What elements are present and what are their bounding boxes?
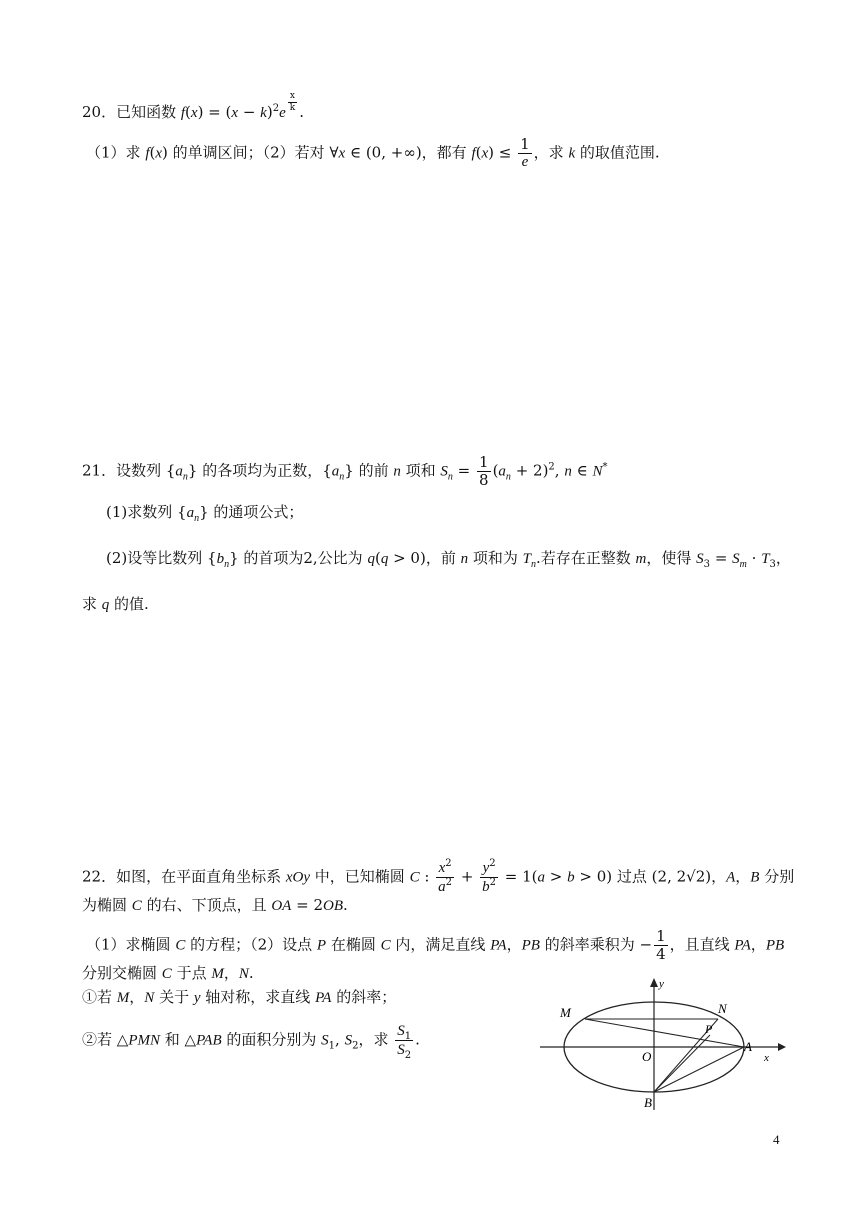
- page-number: 4: [773, 1132, 780, 1147]
- q22-sub2: ②若 △PMN 和 △PAB 的面积分别为 $S_1$, $S_2$，求 $\frac{S_1}{S_2}$ .: [82, 1023, 420, 1061]
- q22-parts-cont: 分别交椭圆 C 于点 M，N.: [82, 964, 254, 982]
- q21-stem: 21．设数列 $\{a_n\}$ 的各项均为正数，$\{a_n\}$ 的前 n 项和 $S_n$ = $\frac{1}{8}$ $(a_n + 2)^2$, n ∈ N*: [82, 453, 608, 489]
- ellipse-figure: [540, 975, 790, 1115]
- q22-sub1: ①若 M，N 关于 y 轴对称，求直线 PA 的斜率；: [82, 988, 397, 1006]
- q21-part2: (2)设等比数列 $\{b_n\}$ 的首项为2,公比为 q(q > 0)，前 n 项和为 $T_n$.若存在正整数 m，使得 $S_3 = S_m \cdot T_3$，: [106, 549, 791, 570]
- q21-part2-cont: 求 q 的值.: [82, 595, 149, 613]
- q20-parts: （1）求 f(x) 的单调区间；（2）若对 ∀x ∈ (0, +∞)，都有 f(x) ≤ $\frac{1}{e}$ ，求 k 的取值范围.: [86, 135, 660, 170]
- label-p: P: [705, 1022, 713, 1036]
- label-x-axis: x: [764, 1052, 769, 1064]
- label-a: A: [744, 1039, 752, 1054]
- q22-parts: （1）求椭圆 C 的方程；（2）设点 P 在椭圆 C 内，满足直线 PA，PB 的斜率乘积为 − $\frac{1}{4}$ ，且直线 PA，PB: [86, 927, 785, 963]
- line-ab: [654, 1047, 744, 1092]
- label-n: N: [718, 1001, 727, 1016]
- y-axis-arrow: [650, 978, 658, 987]
- q20-stem: 20．已知函数 $f(x) = (x - k)^2e$ $^{\frac{x}{k}}$ .: [82, 91, 304, 121]
- x-axis-arrow: [778, 1043, 786, 1051]
- q22-stem: 22．如图，在平面直角坐标系 xOy 中，已知椭圆 C : $\frac{x^2}{a^2}$ + $\frac{y^2}{b^2}$ = 1(a > b > 0) 过点 (2, 2√2)，A，B 分别: [82, 858, 795, 895]
- label-m: M: [560, 1005, 571, 1020]
- q21-part1: (1)求数列 $\{a_n\}$ 的通项公式；: [106, 503, 304, 524]
- label-b: B: [644, 1095, 652, 1110]
- label-y-axis: y: [659, 978, 664, 990]
- line-ma: [585, 1019, 744, 1047]
- q22-stem-cont: 为椭圆 C 的右、下顶点，且 OA = 2OB.: [82, 896, 348, 914]
- label-o: O: [642, 1049, 652, 1064]
- line-bp: [654, 1035, 710, 1092]
